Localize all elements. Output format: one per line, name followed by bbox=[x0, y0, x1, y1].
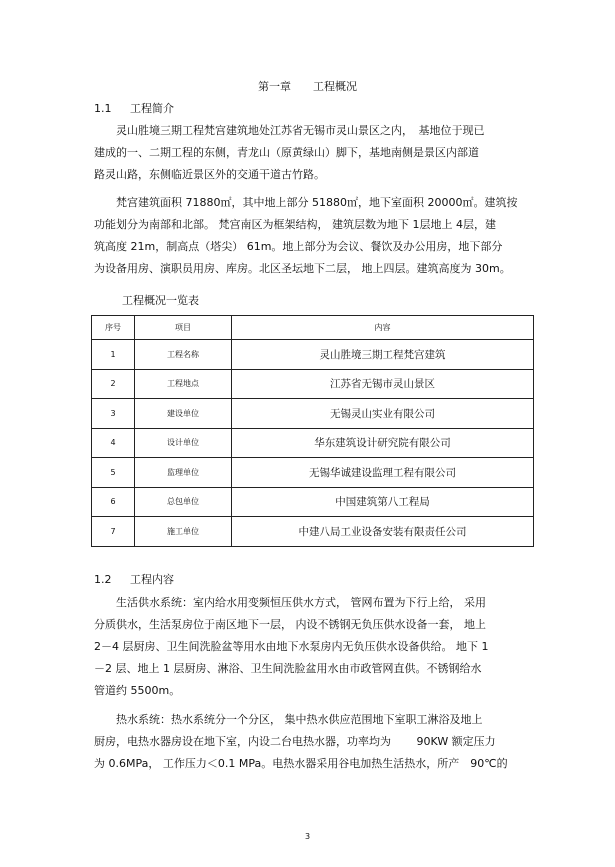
row-content: 无锡灵山实业有限公司 bbox=[232, 399, 534, 429]
text-line: 生活供水系统：室内给水用变频恒压供水方式， 管网布置为下行上给， 采用 bbox=[94, 596, 486, 609]
text-line: 2－4 层厨房、卫生间洗脸盆等用水由地下水泵房内无负压供水设备供给。 地下 1 bbox=[94, 640, 489, 653]
row-item: 设计单位 bbox=[135, 428, 232, 458]
text-line: 为设备用房、演职员用房、库房。北区圣坛地下二层， 地上四层。建筑高度为 30m。 bbox=[94, 262, 511, 275]
row-item: 建设单位 bbox=[135, 399, 232, 429]
row-item: 施工单位 bbox=[135, 517, 232, 547]
section-heading-1-1 bbox=[94, 100, 174, 116]
table-row bbox=[92, 369, 534, 399]
section-number: 1.1 bbox=[94, 102, 112, 115]
section-heading-1-2 bbox=[94, 571, 174, 587]
row-item: 监理单位 bbox=[135, 458, 232, 488]
header-item: 项目 bbox=[135, 316, 232, 340]
intro-paragraph-area bbox=[94, 192, 534, 280]
table-row bbox=[92, 340, 534, 370]
row-content: 无锡华诚建设监理工程有限公司 bbox=[232, 458, 534, 488]
section-number: 1.2 bbox=[94, 573, 112, 586]
hot-water-paragraph bbox=[94, 709, 534, 775]
header-content: 内容 bbox=[232, 316, 534, 340]
chapter-title: 第一章 工程概况 bbox=[258, 80, 357, 93]
page-number: 3 bbox=[304, 832, 311, 841]
text-line: 功能划分为南部和北部。 梵宫南区为框架结构， 建筑层数为地下 1层地上 4层，建 bbox=[94, 218, 496, 231]
row-no: 1 bbox=[92, 340, 135, 370]
row-item: 总包单位 bbox=[135, 487, 232, 517]
project-overview-table bbox=[91, 315, 534, 547]
row-content: 江苏省无锡市灵山景区 bbox=[232, 369, 534, 399]
table-header-row bbox=[92, 316, 534, 340]
table-caption: 工程概况一览表 bbox=[122, 294, 199, 307]
table-row bbox=[92, 399, 534, 429]
row-no: 6 bbox=[92, 487, 135, 517]
text-line: 梵宫建筑面积 71880㎡，其中地上部分 51880㎡，地下室面积 20000㎡。建筑按 bbox=[94, 196, 518, 209]
water-supply-paragraph bbox=[94, 592, 534, 702]
row-content: 中国建筑第八工程局 bbox=[232, 487, 534, 517]
table-row bbox=[92, 487, 534, 517]
text-line: －2 层、地上 1 层厨房、淋浴、卫生间洗脸盆用水由市政管网直供。不锈钢给水 bbox=[94, 662, 482, 675]
text-line: 建成的一、二期工程的东侧，青龙山（原黄绿山）脚下，基地南侧是景区内部道 bbox=[94, 146, 479, 159]
row-no: 2 bbox=[92, 369, 135, 399]
text-line: 筑高度 21m，制高点（塔尖） 61m。地上部分为会议、餐饮及办公用房，地下部分 bbox=[94, 240, 503, 253]
section-title: 工程内容 bbox=[130, 573, 174, 586]
row-item: 工程名称 bbox=[135, 340, 232, 370]
row-content: 灵山胜境三期工程梵宫建筑 bbox=[232, 340, 534, 370]
text-line: 灵山胜境三期工程梵宫建筑地处江苏省无锡市灵山景区之内， 基地位于现已 bbox=[94, 124, 485, 137]
row-content: 中建八局工业设备安装有限责任公司 bbox=[232, 517, 534, 547]
text-line: 厨房，电热水器房设在地下室，内设二台电热水器，功率均为 90KW 额定压力 bbox=[94, 735, 496, 748]
text-line: 路灵山路，东侧临近景区外的交通干道古竹路。 bbox=[94, 168, 325, 181]
row-content: 华东建筑设计研究院有限公司 bbox=[232, 428, 534, 458]
text-line: 管道约 5500m。 bbox=[94, 684, 181, 697]
table-row bbox=[92, 428, 534, 458]
text-line: 热水系统：热水系统分一个分区， 集中热水供应范围地下室职工淋浴及地上 bbox=[94, 713, 483, 726]
row-no: 3 bbox=[92, 399, 135, 429]
table-row bbox=[92, 517, 534, 547]
row-no: 4 bbox=[92, 428, 135, 458]
intro-paragraph-location bbox=[94, 120, 534, 186]
row-item: 工程地点 bbox=[135, 369, 232, 399]
row-no: 7 bbox=[92, 517, 135, 547]
header-no: 序号 bbox=[92, 316, 135, 340]
text-line: 分质供水，生活泵房位于南区地下一层， 内设不锈钢无负压供水设备一套， 地上 bbox=[94, 618, 486, 631]
table-row bbox=[92, 458, 534, 488]
text-line: 为 0.6MPa， 工作压力＜0.1 MPa。电热水器采用谷电加热生活热水，所产 90℃的 bbox=[94, 757, 508, 770]
row-no: 5 bbox=[92, 458, 135, 488]
section-title: 工程简介 bbox=[130, 102, 174, 115]
